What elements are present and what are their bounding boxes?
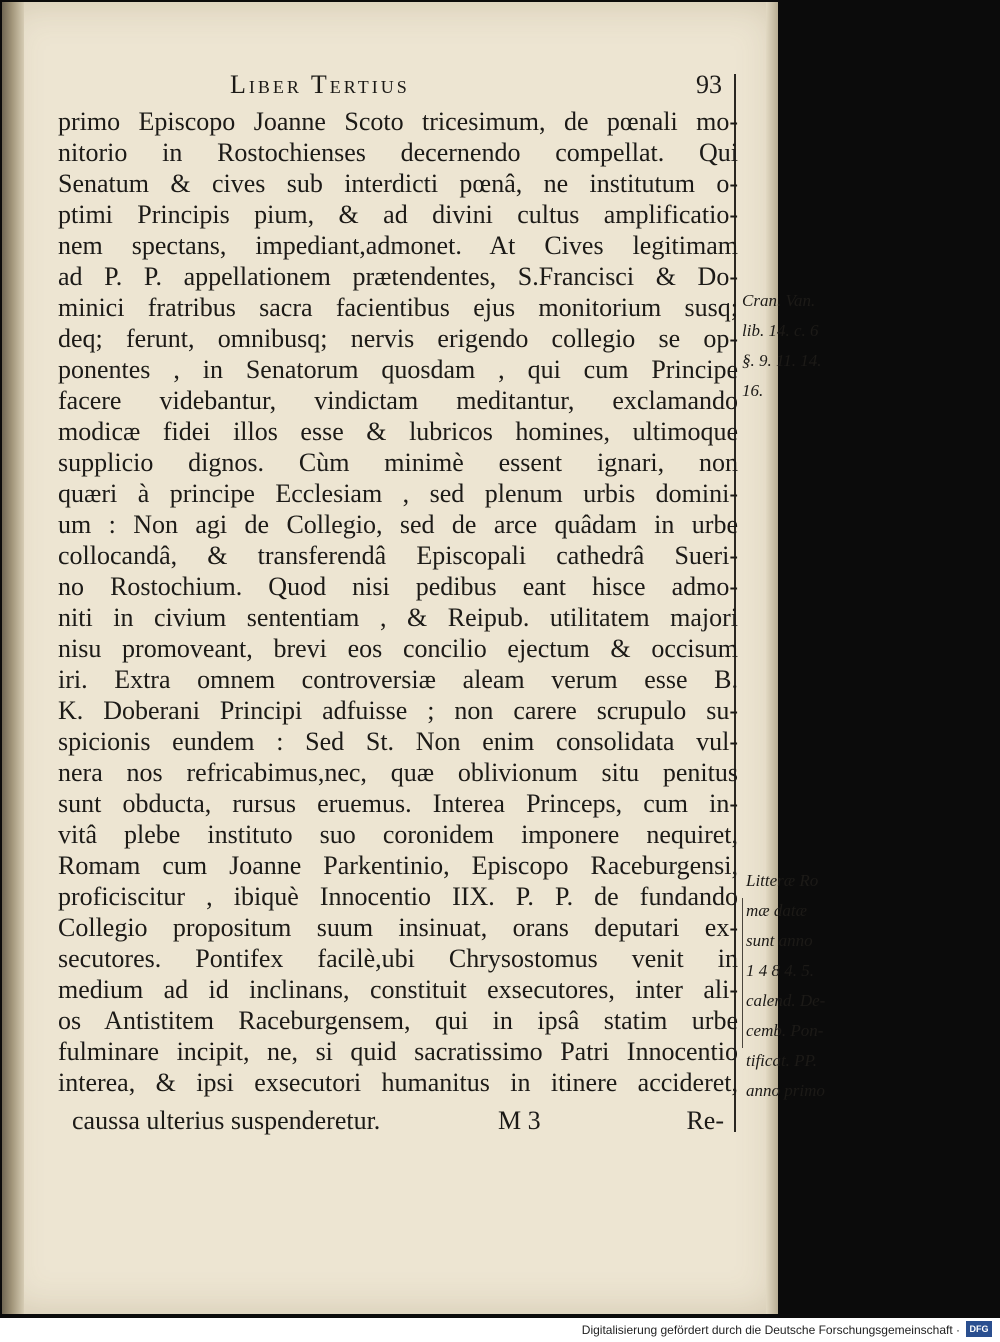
text-line: ptimi Principis pium, & ad divini cultus amplificatio- <box>58 200 738 229</box>
marginal-note-citation <box>742 286 822 406</box>
running-head-title: Liber Tertius <box>230 70 410 99</box>
marginal-note-line: mæ datæ <box>746 901 807 920</box>
marginal-note-line: calend. De- <box>746 991 826 1010</box>
page-spine <box>2 2 24 1314</box>
text-line: proficiscitur , ibiquè Innocentio IIX. P. P. de fundando <box>58 882 738 911</box>
text-line: nitorio in Rostochienses decernendo compellat. Qui <box>58 138 738 167</box>
marginal-note-line: 1 4 8 4. 5. <box>746 961 814 980</box>
text-line: nera nos refricabimus,nec, quæ oblivionum situ penitus <box>58 758 738 787</box>
signature-mark: M 3 <box>498 1106 541 1135</box>
digitization-credit-bar <box>0 1318 1000 1342</box>
marginal-note-line: sunt anno <box>746 931 813 950</box>
text-line: secutores. Pontifex facilè,ubi Chrysostomus venit in <box>58 944 738 973</box>
running-head <box>230 70 730 110</box>
text-line: quæri à principe Ecclesiam , sed plenum urbis domini- <box>58 479 738 508</box>
text-line: Senatum & cives sub interdicti pœnâ, ne institutum o- <box>58 169 738 198</box>
text-line: facere videbantur, vindictam meditantur, exclamando <box>58 386 738 415</box>
marginal-note-line: 16. <box>742 381 764 400</box>
page-footer <box>72 1106 732 1140</box>
text-line: K. Doberani Principi adfuisse ; non carere scrupulo su- <box>58 696 738 725</box>
text-line: interea, & ipsi exsecutori humanitus in itinere accideret, <box>58 1068 738 1097</box>
body-text <box>58 106 738 1098</box>
catchword: Re- <box>686 1106 724 1135</box>
marginal-note-line: §. 9. 11. 14. <box>742 351 822 370</box>
marginal-note-line: anno primo <box>746 1081 825 1100</box>
credit-text: Digitalisierung gefördert durch die Deutsche Forschungsgemeinschaft · <box>581 1323 960 1337</box>
marginal-note-letter <box>746 866 825 1106</box>
text-line: niti in civium sententiam , & Reipub. utilitatem majori <box>58 603 738 632</box>
marginal-note-bracket <box>742 898 743 1048</box>
text-line: ponentes , in Senatorum quosdam , qui cum Principe <box>58 355 738 384</box>
page-edge <box>766 2 778 1314</box>
text-line: deq; ferunt, omnibusq; nervis erigendo collegio se op- <box>58 324 738 353</box>
text-line: os Antistitem Raceburgensem, qui in ipsâ statim urbe <box>58 1006 738 1035</box>
text-line: minici fratribus sacra facientibus ejus monitorium susq; <box>58 293 738 322</box>
marginal-note-line: Cran. Van. <box>742 291 816 310</box>
text-line: no Rostochium. Quod nisi pedibus eant hisce admo- <box>58 572 738 601</box>
text-line: nisu promoveant, brevi eos concilio ejectum & occisum <box>58 634 738 663</box>
text-line: um : Non agi de Collegio, sed de arce quâdam in urbe <box>58 510 738 539</box>
text-line: medium ad id inclinans, constituit exsecutores, inter ali- <box>58 975 738 1004</box>
text-line: Collegio propositum suum insinuat, orans deputari ex- <box>58 913 738 942</box>
marginal-note-line: Litteræ Ro <box>746 871 819 890</box>
text-line: sunt obducta, rursus eruemus. Interea Princeps, cum in- <box>58 789 738 818</box>
marginal-note-line: cemb. Pon- <box>746 1021 824 1040</box>
text-line: iri. Extra omnem controversiæ aleam verum esse B. <box>58 665 738 694</box>
text-line: nem spectans, impediant,admonet. At Cives legitimam <box>58 231 738 260</box>
text-line: ad P. P. appellationem prætendentes, S.Francisci & Do- <box>58 262 738 291</box>
book-page <box>2 2 778 1314</box>
text-line: collocandâ, & transferendâ Episcopali cathedrâ Sueri- <box>58 541 738 570</box>
dfg-logo-icon: DFG <box>966 1321 992 1337</box>
text-line: fulminare incipit, ne, si quid sacratissimo Patri Innocentio <box>58 1037 738 1066</box>
page-number: 93 <box>696 70 722 99</box>
text-line: modicæ fidei illos esse & lubricos homines, ultimoque <box>58 417 738 446</box>
last-text-line: caussa ulterius suspenderetur. <box>72 1106 381 1135</box>
marginal-note-line: lib. 14. c. 6 <box>742 321 819 340</box>
text-line: spicionis eundem : Sed St. Non enim consolidata vul- <box>58 727 738 756</box>
text-line: supplicio dignos. Cùm minimè essent ignari, non <box>58 448 738 477</box>
text-line: vitâ plebe instituto suo coronidem imponere nequiret, <box>58 820 738 849</box>
marginal-note-line: tificat. PP. <box>746 1051 817 1070</box>
text-line: primo Episcopo Joanne Scoto tricesimum, de pœnali mo- <box>58 107 738 136</box>
text-line: Romam cum Joanne Parkentinio, Episcopo Raceburgensi, <box>58 851 738 880</box>
